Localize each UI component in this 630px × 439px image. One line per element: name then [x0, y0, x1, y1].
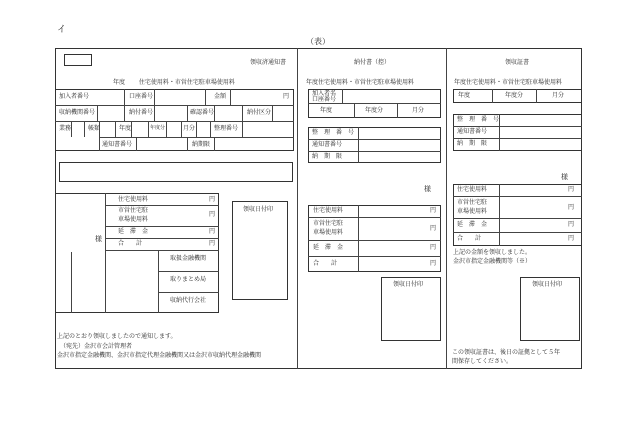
right-housing-label: 住宅使用料 [457, 186, 488, 193]
blank-box [64, 54, 92, 66]
left-parking-label-2: 車場使用料 [118, 216, 149, 223]
right-ref-label: 整 理 番 号 [457, 116, 500, 123]
amount-label: 金額 [214, 93, 227, 100]
category-label: 帳類 [88, 125, 101, 132]
right-fiscal-heading: 年度住宅使用料・市営住宅駐車場使用料 [454, 79, 563, 86]
left-stamp-label: 領収日付印 [243, 206, 274, 213]
mid-fiscal-heading: 年度住宅使用料・市営住宅駐車場使用料 [306, 79, 415, 86]
left-grid [55, 89, 294, 151]
handler-bank: 取扱金融機関 [170, 255, 207, 262]
right-retention-2: 間保存してください。 [452, 358, 513, 365]
right-parking-label-1: 市営住宅駐 [457, 199, 488, 206]
left-stamp-box [232, 201, 288, 300]
left-late-yen: 円 [209, 228, 216, 235]
right-housing-yen: 円 [568, 186, 575, 193]
right-stamp-label: 領収日付印 [532, 281, 563, 288]
mid-total-label: 合 計 [313, 260, 338, 267]
right-sama: 様 [561, 173, 568, 181]
sheet-title: （表） [306, 37, 330, 46]
left-notice-3: 金沢市指定金融機関、金沢市指定代理金融機関又は金沢市収納代理金融機関 [57, 352, 262, 359]
right-month-label: 月分 [552, 92, 565, 99]
right-retention-1: この領収証書は、後日の証拠として５年 [452, 349, 561, 356]
business-label: 業務 [59, 125, 72, 132]
right-receipt-note-1: 上記の金額を領収しました。 [453, 249, 532, 256]
address-box [59, 162, 293, 182]
left-fiscal-heading: 年度 住宅使用料・市営住宅駐車場使用料 [113, 79, 235, 86]
left-total-label: 合 計 [118, 240, 143, 247]
mid-title: 納付書（控） [354, 59, 391, 66]
mid-sama: 様 [424, 185, 431, 193]
top-mark: イ [57, 25, 67, 35]
right-notice-label: 通知書番号 [457, 128, 488, 135]
mid-parking-label-1: 市営住宅駐 [313, 220, 344, 227]
panel-divider-left [297, 48, 298, 369]
right-title: 領収証書 [505, 59, 530, 66]
mid-stamp-label: 領収日付印 [393, 281, 424, 288]
left-title: 領収済通知書 [250, 59, 287, 66]
confirm-no-label: 確認番号 [190, 109, 215, 116]
due-date-label: 納期限 [192, 141, 211, 148]
amount-yen: 円 [283, 93, 290, 100]
mid-notice-label: 通知書番号 [312, 141, 343, 148]
mid-account-label: 口座番号 [312, 96, 337, 103]
mid-subscriber-label: 加入者名 [312, 90, 337, 97]
notice-no-label: 通知書番号 [102, 141, 133, 148]
mid-total-yen: 円 [430, 260, 437, 267]
right-year-label: 年度 [458, 92, 471, 99]
mid-month-label: 月分 [412, 107, 425, 114]
left-total-yen: 円 [209, 240, 216, 247]
right-parking-yen: 円 [568, 204, 575, 211]
mid-housing-yen: 円 [430, 207, 437, 214]
right-total-label: 合 計 [457, 235, 482, 242]
mid-housing-label: 住宅使用料 [313, 207, 344, 214]
mid-parking-yen: 円 [430, 225, 437, 232]
mid-parking-label-2: 車場使用料 [313, 229, 344, 236]
subscriber-no-label: 加入者番号 [59, 93, 90, 100]
year-part-label: 年度分 [150, 125, 166, 131]
left-parking-yen: 円 [209, 211, 216, 218]
right-total-yen: 円 [568, 235, 575, 242]
right-due-label: 納 期 限 [457, 140, 488, 147]
year-label: 年度 [119, 125, 132, 132]
left-late-label: 延 滞 金 [118, 228, 149, 235]
account-no-label: 口座番号 [129, 93, 154, 100]
left-parking-label-1: 市営住宅駐 [118, 207, 149, 214]
mid-year-part-label: 年度分 [365, 107, 384, 114]
right-receipt-note-2: 金沢市指定金融機関等（※） [453, 258, 532, 265]
right-late-yen: 円 [568, 221, 575, 228]
mid-year-label: 年度 [320, 107, 333, 114]
right-late-label: 延 滞 金 [457, 221, 488, 228]
left-notice-1: 上記のとおり領収しましたので通知します。 [57, 333, 177, 340]
institution-no-label: 収納機関番号 [59, 109, 96, 116]
month-label: 月分 [183, 125, 196, 132]
mid-late-label: 延 滞 金 [313, 244, 344, 251]
panel-divider-right [446, 48, 447, 369]
mid-ref-label: 整 理 番 号 [312, 129, 355, 136]
handler-collector: 取りまとめ局 [170, 276, 207, 283]
right-year-part-label: 年度分 [505, 92, 524, 99]
left-notice-2: （宛先）金沢市会計管理者 [60, 343, 133, 350]
left-housing-yen: 円 [209, 196, 216, 203]
left-housing-label: 住宅使用料 [118, 196, 149, 203]
payment-type-label: 納付区分 [247, 109, 272, 116]
left-sama: 様 [95, 235, 102, 243]
right-parking-label-2: 車場使用料 [457, 208, 488, 215]
mid-late-yen: 円 [430, 244, 437, 251]
ref-no-label: 整理番号 [214, 125, 239, 132]
payment-no-label: 納付番号 [129, 109, 154, 116]
mid-due-label: 納 期 限 [312, 153, 343, 160]
handler-agent: 収納代行会社 [170, 297, 207, 304]
